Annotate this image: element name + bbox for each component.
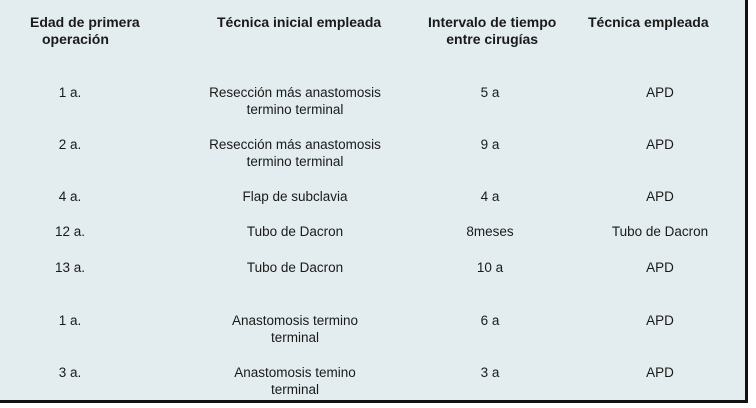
row-age: 3 a. — [58, 365, 82, 380]
row-initial-technique — [170, 223, 420, 240]
row-age: 12 a. — [54, 224, 86, 239]
row-technique: APD — [646, 85, 674, 100]
row-initial-line1: Tubo de Dacron — [246, 260, 344, 275]
row-technique: APD — [646, 260, 674, 275]
header-technique: Técnica empleada — [588, 14, 709, 30]
row-technique: APD — [646, 365, 674, 380]
row-initial-technique — [170, 188, 420, 205]
row-initial-line2: termino terminal — [246, 154, 344, 169]
row-technique: APD — [646, 189, 674, 204]
row-interval: 8meses — [466, 224, 514, 239]
row-interval: 9 a — [480, 137, 500, 152]
header-interval-line1: Intervalo de tiempo — [428, 14, 557, 30]
row-initial-line1: Resección más anastomosis — [209, 85, 381, 100]
row-initial-line2: termino terminal — [246, 102, 344, 117]
header-interval — [428, 14, 556, 48]
row-technique: APD — [646, 313, 674, 328]
row-initial-technique — [170, 364, 420, 398]
row-initial-technique — [170, 312, 420, 346]
row-initial-line1: Tubo de Dacron — [246, 224, 344, 239]
row-initial-technique — [170, 84, 420, 118]
row-interval: 10 a — [476, 260, 504, 275]
row-initial-line2: terminal — [270, 382, 319, 397]
row-technique: APD — [646, 137, 674, 152]
header-age-line1: Edad de primera — [30, 14, 140, 30]
row-age: 13 a. — [54, 260, 86, 275]
row-technique: Tubo de Dacron — [611, 224, 709, 239]
header-interval-line2: entre cirugías — [446, 31, 539, 47]
header-initial-technique: Técnica inicial empleada — [217, 14, 382, 30]
row-initial-technique — [170, 136, 420, 170]
row-age: 4 a. — [58, 189, 82, 204]
row-interval: 6 a — [480, 313, 500, 328]
row-initial-line1: Anastomosis temino — [234, 365, 356, 380]
row-interval: 3 a — [480, 365, 500, 380]
row-initial-line2: terminal — [270, 330, 319, 345]
header-age — [30, 14, 140, 48]
row-initial-line1: Anastomosis termino — [231, 313, 359, 328]
row-initial-line1: Resección más anastomosis — [209, 137, 381, 152]
row-interval: 5 a — [480, 85, 500, 100]
row-initial-technique — [170, 259, 420, 276]
row-initial-line1: Flap de subclavia — [242, 189, 348, 204]
row-age: 2 a. — [58, 137, 82, 152]
row-interval: 4 a — [480, 189, 500, 204]
row-age: 1 a. — [58, 313, 82, 328]
row-age: 1 a. — [58, 85, 82, 100]
header-age-line2: operación — [42, 31, 109, 47]
